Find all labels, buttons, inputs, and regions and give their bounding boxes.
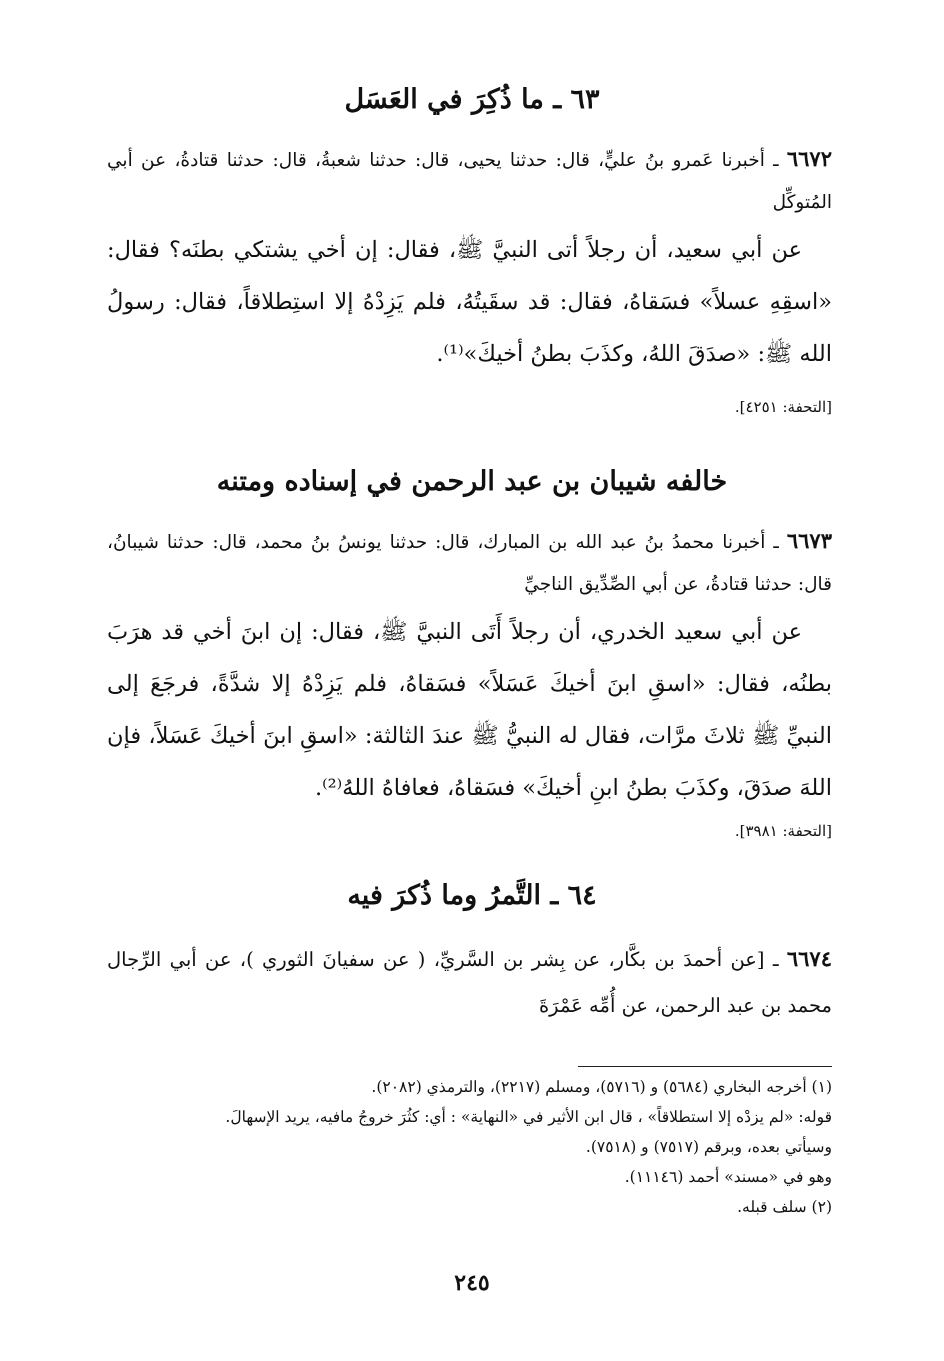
- hadith-number: ٦٦٧٤: [786, 946, 832, 971]
- hadith-number: ٦٦٧٢: [786, 146, 832, 171]
- hadith-matn: عن أبي سعيد، أن رجلاً أتى النبيَّ ﷺ، فقال: إن أخي يشتكي بطنَه؟ فقال: «اسقِهِ عسلاً» فسَقاهُ، فقال: قد سقَيتُهُ، فلم يَزِدْهُ إلا استِطلاقاً، فقال: رسولُ الله ﷺ: «صدَقَ اللهُ، وكذَبَ بطنُ أخيكَ»⁽¹⁾.: [107, 237, 832, 367]
- hadith-matn: عن أبي سعيد الخدري، أن رجلاً أَتَى النبيَّ ﷺ، فقال: إن ابنَ أخي قد هرَبَ بطنُه، فقال: «اسقِ ابنَ أخيكَ عَسَلاً» فسَقاهُ، فلم يَزِدْهُ إلا شدَّةً، فرجَعَ إلى النبيِّ ﷺ ثلاثَ مرَّات، فقال له النبيُّ ﷺ عندَ الثالثة: «اسقِ ابنَ أخيكَ عَسَلاً، فإن اللهَ صدَقَ، وكذَبَ بطنُ ابنِ أخيكَ» فسَقاهُ، فعافاهُ اللهُ⁽²⁾.: [107, 619, 832, 801]
- hadith-6674: [107, 936, 832, 1029]
- isnad-text: ـ أخبرنا عَمرو بنُ عليٍّ، قال: حدثنا يحيى، قال: حدثنا شعبةُ، قال: حدثنا قتادةُ، عن أبي المُتوكِّل: [107, 150, 832, 213]
- footnotes: [107, 1072, 832, 1222]
- hadith-number: ٦٦٧٣: [786, 528, 832, 553]
- hadith-isnad: [107, 520, 832, 606]
- footnote-1-crossref: وسيأتي بعده، وبرقم (٧٥١٧) و (٧٥١٨).: [585, 1138, 832, 1156]
- hadith-isnad: [107, 138, 832, 224]
- footnote-1-note: قوله: «لم يزدْه إلا استطلاقاً» ، قال ابن الأثير في «النهاية» : أي: كثُرَ خروجُ مافيه، يريد الإسهالَ.: [225, 1108, 832, 1126]
- footnote-1-musnad: وهو في «مسند» أحمد (١١١٤٦).: [624, 1168, 832, 1186]
- hadith-6673: [107, 520, 832, 814]
- page-number: ٢٤٥: [454, 1270, 490, 1296]
- subsection-heading: خالفه شيبان بن عبد الرحمن في إسناده ومتنه: [216, 466, 728, 497]
- footnote-divider: [578, 1066, 832, 1067]
- tuhfa-reference: [التحفة: ٣٩٨١].: [734, 822, 832, 840]
- chapter-heading-63: ٦٣ ـ ما ذُكِرَ في العَسَل: [344, 84, 600, 115]
- footnote-2: (٢) سلف قبله.: [737, 1198, 832, 1216]
- tuhfa-reference: [التحفة: ٤٢٥١].: [734, 398, 832, 416]
- footnote-1: (١) أخرجه البخاري (٥٦٨٤) و (٥٧١٦)، ومسلم (٢٢١٧)، والترمذي (٢٠٨٢).: [371, 1078, 832, 1096]
- isnad-text: ـ [عن أحمدَ بن بكَّار، عن بِشر بن السَّريِّ، ( عن سفيانَ الثوري )، عن أبي الرِّجال محمد بن عبد الرحمن، عن أُمِّه عَمْرَةَ: [107, 948, 832, 1017]
- isnad-text: ـ أخبرنا محمدُ بنُ عبد الله بن المبارك، قال: حدثنا يونسُ بنُ محمد، قال: حدثنا شيبانُ، قال: حدثنا قتادةُ، عن أبي الصِّدِّيق الناجيِّ: [107, 532, 832, 595]
- hadith-6672: [107, 138, 832, 380]
- hadith-isnad: [107, 936, 832, 1029]
- chapter-heading-64: ٦٤ ـ التَّمرُ وما ذُكرَ فيه: [347, 880, 597, 911]
